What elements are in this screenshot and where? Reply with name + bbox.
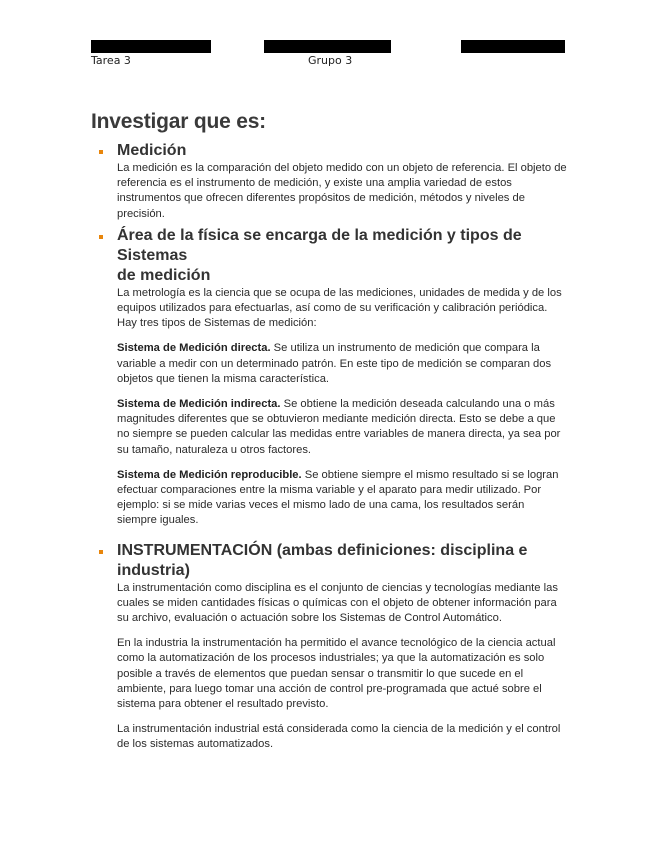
page-title: Investigar que es: bbox=[91, 110, 266, 133]
section-heading-area-fisica bbox=[117, 226, 567, 286]
section-heading-instrumentacion bbox=[117, 541, 567, 581]
section-instrumentacion bbox=[91, 541, 567, 753]
section-text-medicion: La medición es la comparación del objeto medido con un objeto de referencia. El objeto de referencia es el instrumento de medición, y existe una amplia variedad de estos instrumentos que ofrecen diferentes propósitos de medición, métodos y niveles de precisión. bbox=[117, 162, 567, 220]
bullet-icon bbox=[99, 150, 103, 154]
bullet-icon bbox=[99, 235, 103, 239]
heading-line-2: industria) bbox=[117, 561, 190, 579]
bullet-icon bbox=[99, 550, 103, 554]
area-intro-text: La metrología es la ciencia que se ocupa de las mediciones, unidades de medida y de los equipos utilizados para efectuarlas, así como de su verificación y calibración periódica. Hay tres tipos de Sistemas de medición: bbox=[117, 286, 562, 330]
instrumentacion-paragraph-1: La instrumentación como disciplina es el conjunto de ciencias y tecnologías mediante las cuales se miden cantidades físicas o químicas con el objeto de obtener información para su archivo, evaluación o actuación sobre los Sistemas de Control Automático. bbox=[117, 581, 558, 625]
medicion-reproducible-label: Sistema de Medición reproducible. bbox=[117, 468, 302, 481]
heading-line-2: de medición bbox=[117, 266, 211, 284]
section-heading-medicion: Medición bbox=[117, 142, 187, 159]
header-center-text: Grupo 3 bbox=[308, 54, 353, 67]
instrumentacion-paragraph-3: La instrumentación industrial está considerada como la ciencia de la medición y el control de los sistemas automatizados. bbox=[117, 723, 561, 751]
heading-line-1: INSTRUMENTACIÓN (ambas definiciones: disciplina e bbox=[117, 541, 528, 559]
medicion-indirecta-label: Sistema de Medición indirecta. bbox=[117, 398, 281, 411]
section-area-fisica bbox=[91, 226, 567, 529]
heading-line-1: Área de la física se encarga de la medición y tipos de Sistemas bbox=[117, 226, 522, 264]
header-left-text: Tarea 3 bbox=[91, 54, 131, 67]
instrumentacion-paragraph-2: En la industria la instrumentación ha permitido el avance tecnológico de la ciencia actual como la automatización de los procesos industriales; ya que la automatización es solo posible a través de elementos que puedan sensar o transmitir lo que sucede en el ambiente, para luego tomar una acción de control pre-programada que actué sobre el sistema para obtener el resultado previsto. bbox=[117, 637, 556, 711]
medicion-directa-label: Sistema de Medición directa. bbox=[117, 342, 271, 355]
medicion-reproducible-text: Se obtiene siempre el mismo resultado si se logran efectuar comparaciones entre la misma variable y el aparato para medir utilizado. Por ejemplo: si se mide varias veces el mismo lado de una cama, los resultados serán siempre iguales. bbox=[117, 468, 559, 527]
medicion-directa-text: Se utiliza un instrumento de medición que compara la variable a medir con un determinado patrón. En este tipo de medición se comparan dos objetos que tienen la misma característica. bbox=[117, 342, 552, 385]
section-medicion bbox=[91, 141, 567, 222]
redaction-bar-center bbox=[264, 40, 391, 53]
redaction-bar-right bbox=[461, 40, 565, 53]
medicion-indirecta-text: Se obtiene la medición deseada calculando una o más magnitudes diferentes que se obtuvieron mediante medición directa. Esto se debe a que no siempre se pueden calcular las medidas entre variables de manera directa, ya sea por su tamaño, naturaleza u otros factores. bbox=[117, 398, 561, 456]
medicion-directa-paragraph bbox=[117, 341, 567, 387]
redaction-bar-left bbox=[91, 40, 211, 53]
medicion-reproducible-paragraph bbox=[117, 468, 567, 529]
document-body bbox=[91, 110, 567, 753]
medicion-indirecta-paragraph bbox=[117, 397, 567, 458]
